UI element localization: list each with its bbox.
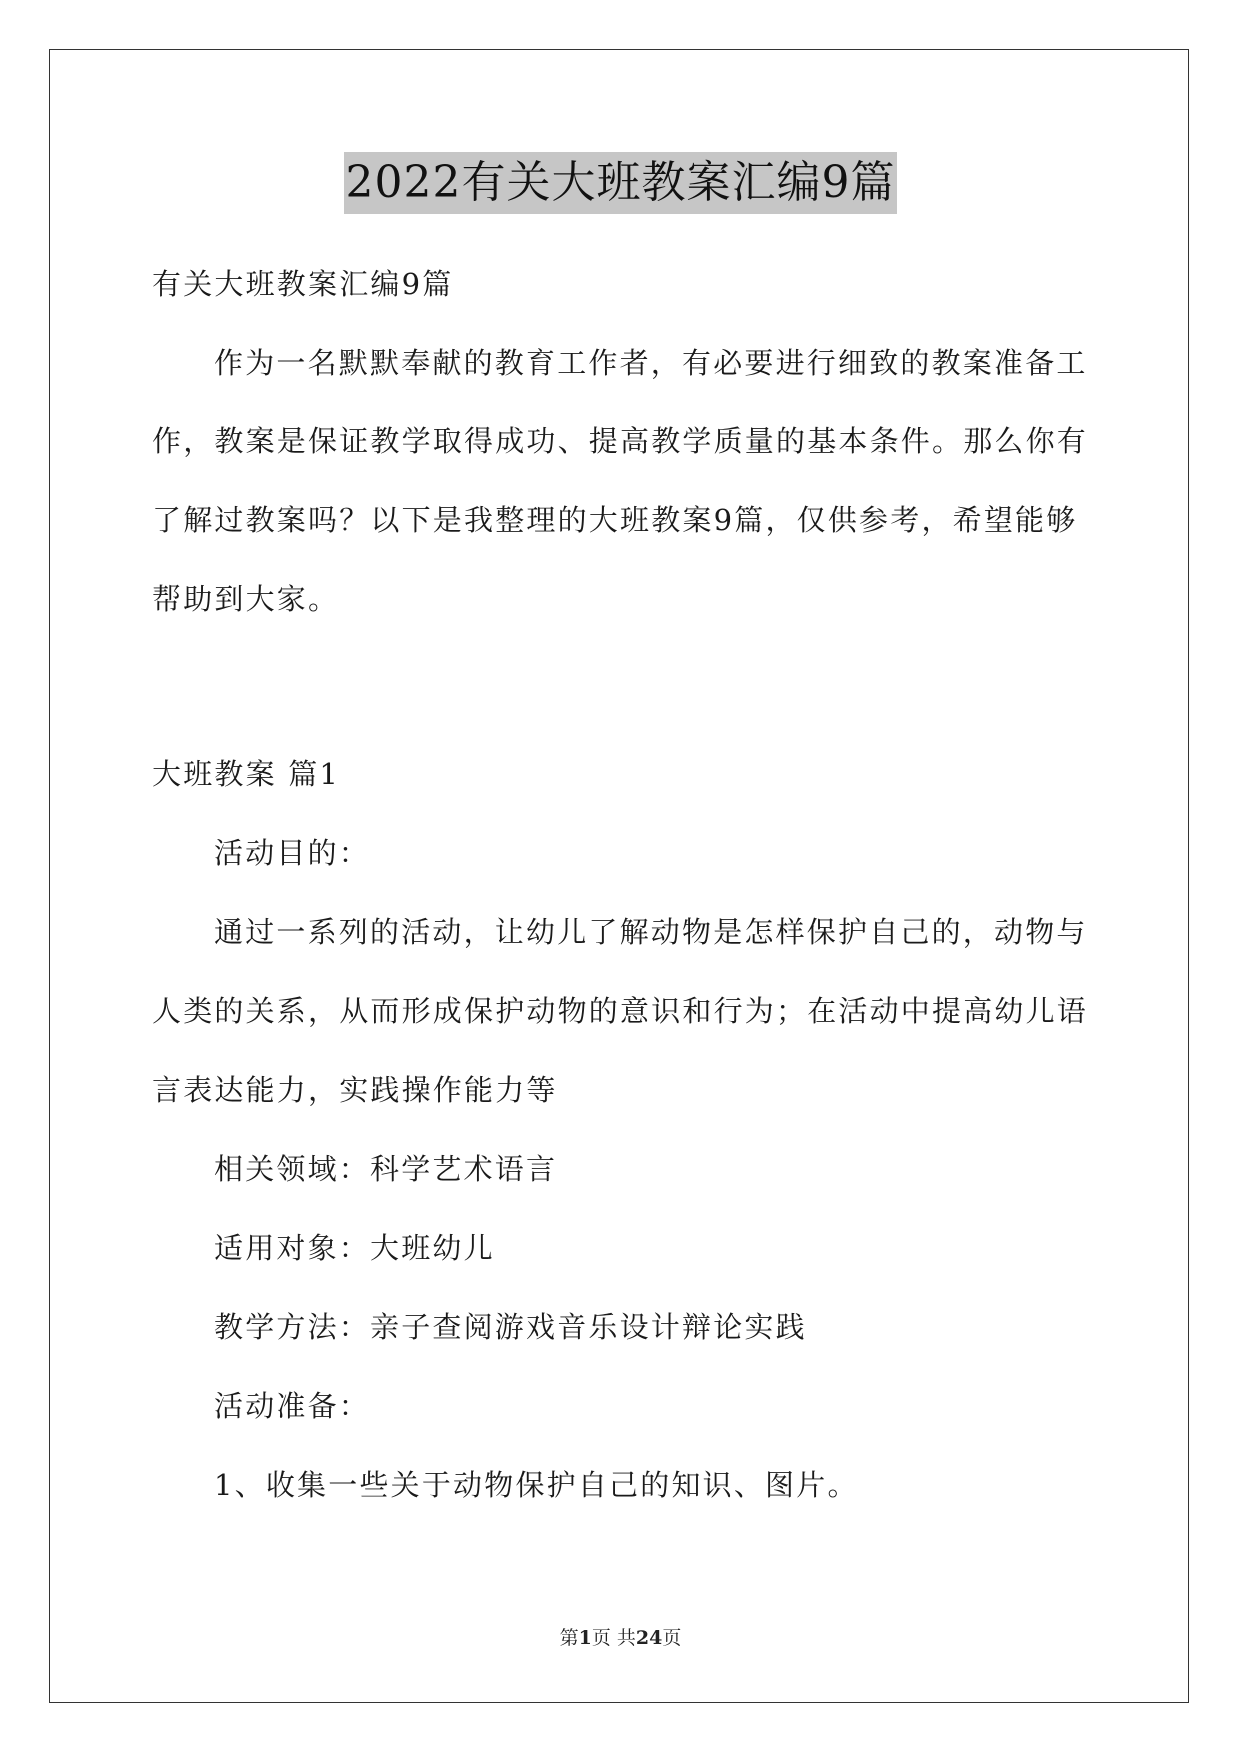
document-subtitle: 有关大班教案汇编9篇 bbox=[152, 267, 454, 301]
preparation-label: 活动准备： bbox=[214, 1389, 371, 1423]
footer-page-suffix: 页 bbox=[662, 1627, 682, 1649]
section-heading: 大班教案 篇1 bbox=[152, 757, 341, 791]
goal-line-3: 言表达能力，实践操作能力等 bbox=[152, 1073, 558, 1107]
target-audience-line: 适用对象：大班幼儿 bbox=[214, 1231, 495, 1265]
document-title: 2022有关大班教案汇编9篇 bbox=[344, 152, 898, 214]
title-container bbox=[0, 152, 1241, 214]
footer-total-pages: 24 bbox=[635, 1627, 663, 1649]
intro-line-3: 了解过教案吗？以下是我整理的大班教案9篇，仅供参考，希望能够 bbox=[152, 503, 1078, 537]
footer-page-prefix: 第 bbox=[559, 1627, 579, 1649]
teaching-methods-line: 教学方法：亲子查阅游戏音乐设计辩论实践 bbox=[214, 1310, 807, 1344]
page-footer bbox=[0, 1624, 1241, 1652]
footer-page-mid: 页 共 bbox=[591, 1627, 636, 1649]
goal-line-1: 通过一系列的活动，让幼儿了解动物是怎样保护自己的，动物与 bbox=[214, 915, 1088, 949]
intro-line-1: 作为一名默默奉献的教育工作者，有必要进行细致的教案准备工 bbox=[214, 346, 1088, 380]
preparation-item-1: 1、收集一些关于动物保护自己的知识、图片。 bbox=[214, 1468, 859, 1502]
footer-current-page: 1 bbox=[578, 1627, 592, 1649]
activity-goal-label: 活动目的： bbox=[214, 836, 371, 870]
goal-line-2: 人类的关系，从而形成保护动物的意识和行为；在活动中提高幼儿语 bbox=[152, 994, 1089, 1028]
related-field-line: 相关领域：科学艺术语言 bbox=[214, 1152, 558, 1186]
intro-line-4: 帮助到大家。 bbox=[152, 582, 340, 616]
intro-line-2: 作，教案是保证教学取得成功、提高教学质量的基本条件。那么你有 bbox=[152, 424, 1089, 458]
